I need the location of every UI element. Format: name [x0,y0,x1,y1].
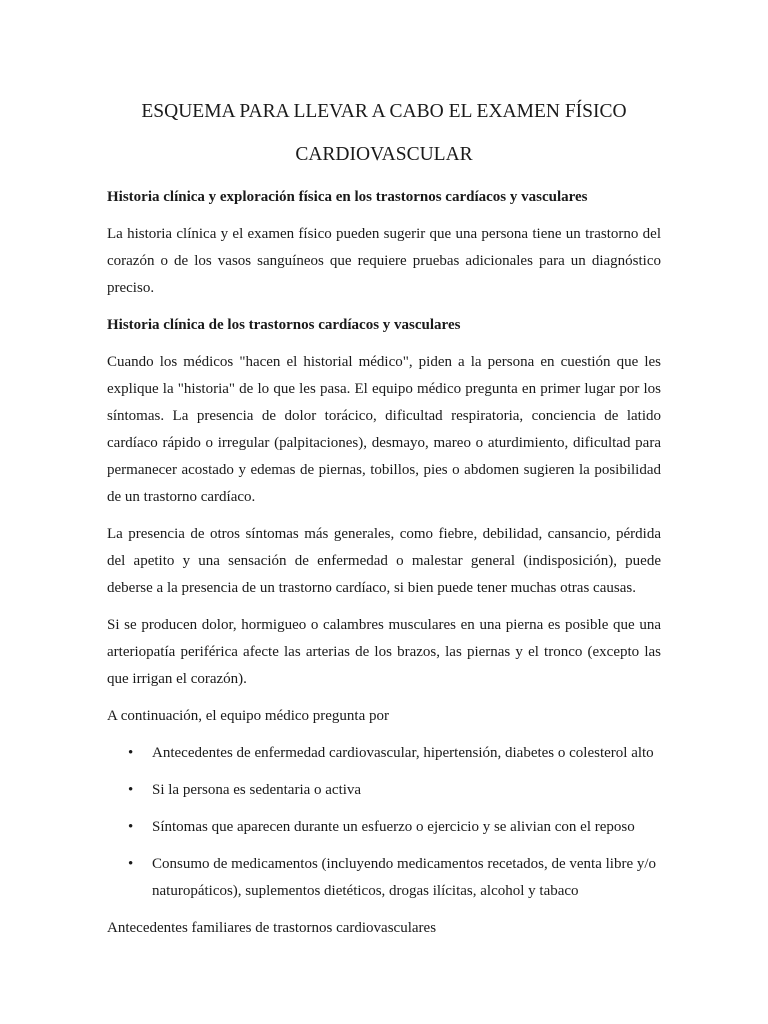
paragraph-5: A continuación, el equipo médico pregunta por [107,708,390,724]
section-heading-2: Historia clínica de los trastornos cardíacos y vasculares [107,317,461,333]
paragraph-6: Antecedentes familiares de trastornos cardiovasculares [107,920,437,936]
paragraph-3: La presencia de otros síntomas más generales, como fiebre, debilidad, cansancio, pérdida del apetito y una sensación de enfermedad o malestar general (indisposición), puede deberse a la presencia de un trastorno cardíaco, si bien puede tener muchas otras causas. [107,526,661,596]
bullet-icon: • [128,745,134,761]
list-item [107,814,661,841]
list-item-text: Consumo de medicamentos (incluyendo medicamentos recetados, de venta libre y/o naturopáticos), suplementos dietéticos, drogas ilícitas, alcohol y tabaco [152,856,657,899]
list-item-text: Si la persona es sedentaria o activa [152,782,362,798]
paragraph-1: La historia clínica y el examen físico pueden sugerir que una persona tiene un trastorno del corazón o de los vasos sanguíneos que requiere pruebas adicionales para un diagnóstico preciso. [107,226,661,296]
document-title [107,90,661,176]
list-item [107,740,661,767]
bullet-icon: • [128,782,134,798]
section-heading-1: Historia clínica y exploración física en los trastornos cardíacos y vasculares [107,189,588,205]
list-item [107,777,661,804]
list-item-text: Antecedentes de enfermedad cardiovascular, hipertensión, diabetes o colesterol alto [152,745,654,761]
bullet-icon: • [128,819,134,835]
title-line-2: CARDIOVASCULAR [295,144,473,165]
paragraph-4: Si se producen dolor, hormigueo o calambres musculares en una pierna es posible que una arteriopatía periférica afecte las arterias de los brazos, las piernas y el tronco (excepto las que irrigan el corazón). [107,617,661,687]
bullet-list [107,740,661,905]
bullet-icon: • [128,856,134,872]
paragraph-2: Cuando los médicos "hacen el historial médico", piden a la persona en cuestión que les explique la "historia" de lo que les pasa. El equipo médico pregunta en primer lugar por los síntomas. La presencia de dolor torácico, dificultad respiratoria, conciencia de latido cardíaco rápido o irregular (palpitaciones), desmayo, mareo o aturdimiento, dificultad para permanecer acostado y edemas de piernas, tobillos, pies o abdomen sugieren la posibilidad de un trastorno cardíaco. [107,354,661,505]
list-item [107,851,661,905]
list-item-text: Síntomas que aparecen durante un esfuerzo o ejercicio y se alivian con el reposo [152,819,635,835]
title-line-1: ESQUEMA PARA LLEVAR A CABO EL EXAMEN FÍSICO [141,101,627,122]
